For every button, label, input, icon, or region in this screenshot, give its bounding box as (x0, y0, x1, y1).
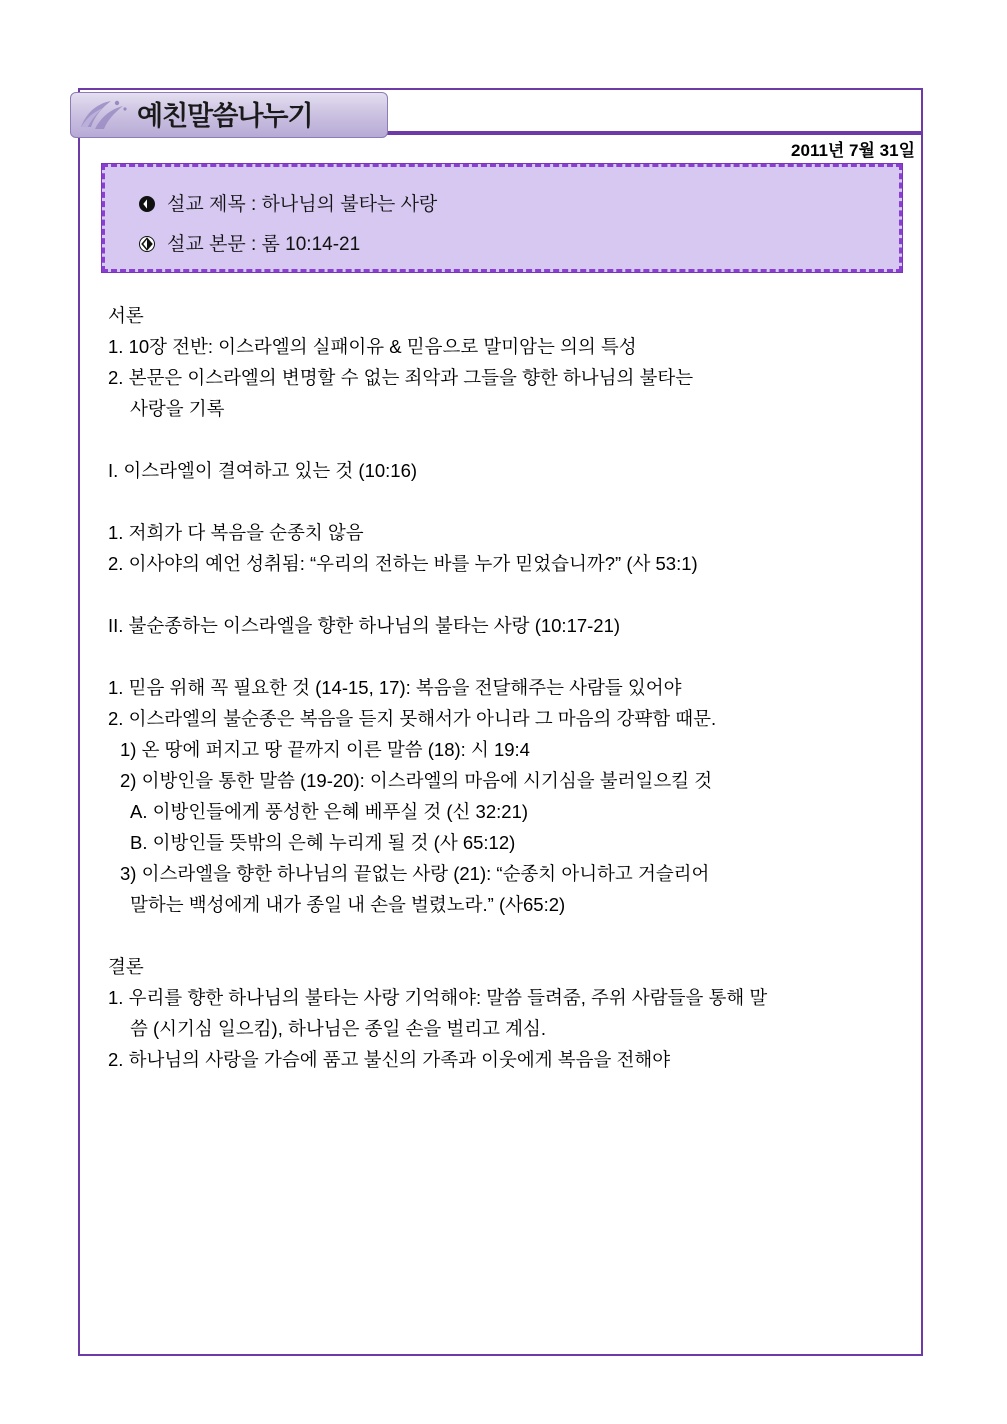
banner-title: 예친말씀나누기 (137, 101, 313, 131)
outline-line: 2) 이방인을 통한 말씀 (19-20): 이스라엘의 마음에 시기심을 불러일으킬 것 (120, 770, 713, 791)
outline-line: 말하는 백성에게 내가 종일 내 손을 벌렸노라.” (사65:2) (130, 894, 566, 915)
document-date: 2011년 7월 31일 (791, 141, 915, 160)
header-rule (386, 131, 923, 135)
outline-line: 씀 (시기심 일으킴), 하나님은 종일 손을 벌리고 계심. (130, 1018, 547, 1039)
spacer (108, 579, 908, 610)
sermon-passage-text: 설교 본문 : 롬 10:14-21 (167, 234, 361, 255)
sermon-title-text: 설교 제목 : 하나님의 불타는 사랑 (167, 194, 438, 215)
spacer (108, 920, 908, 951)
outline-line: 1) 온 땅에 퍼지고 땅 끝까지 이른 말씀 (18): 시 19:4 (120, 739, 530, 760)
spacer (108, 424, 908, 455)
sermon-title-box (102, 164, 902, 272)
outline-line: 사랑을 기록 (130, 398, 225, 419)
sermon-outline (108, 300, 908, 1075)
outline-line: 1. 저희가 다 복음을 순종치 않음 (108, 522, 364, 543)
outline-line: B. 이방인들 뜻밖의 은혜 누리게 될 것 (사 65:12) (130, 832, 516, 853)
sermon-title-row (139, 189, 437, 216)
outline-line: 2. 하나님의 사랑을 가슴에 품고 불신의 가족과 이웃에게 복음을 전해야 (108, 1049, 671, 1070)
outline-line: 3) 이스라엘을 향한 하나님의 끝없는 사랑 (21): “순종치 아니하고 거슬리어 (120, 863, 710, 884)
banner-plate (70, 92, 388, 138)
spacer (108, 486, 908, 517)
outline-line: 1. 우리를 향한 하나님의 불타는 사랑 기억해야: 말씀 들려줌, 주위 사람들을 통해 말 (108, 987, 768, 1008)
outline-section-heading: II. 불순종하는 이스라엘을 향한 하나님의 불타는 사랑 (10:17-21) (108, 615, 621, 636)
outline-line: 서론 (108, 305, 144, 326)
outline-line: 1. 10장 전반: 이스라엘의 실패이유 & 믿음으로 말미암는 의의 특성 (108, 336, 637, 357)
spacer (108, 641, 908, 672)
outline-line: A. 이방인들에게 풍성한 은혜 베푸실 것 (신 32:21) (130, 801, 529, 822)
outline-section-heading: I. 이스라엘이 결여하고 있는 것 (10:16) (108, 460, 418, 481)
diamond-bullet-icon (139, 236, 155, 252)
outline-line: 1. 믿음 위해 꼭 필요한 것 (14-15, 17): 복음을 전달해주는 사람들 있어야 (108, 677, 682, 698)
leaf-decoration-icon (77, 97, 133, 135)
outline-section-heading: 결론 (108, 956, 144, 977)
outline-line: 2. 이사야의 예언 성취됨: “우리의 전하는 바를 누가 믿었습니까?” (사 53:1) (108, 553, 698, 574)
outline-line: 2. 본문은 이스라엘의 변명할 수 없는 죄악과 그들을 향한 하나님의 불타는 (108, 367, 694, 388)
sermon-passage-row (139, 229, 360, 256)
diamond-bullet-icon (139, 196, 155, 212)
outline-line: 2. 이스라엘의 불순종은 복음을 듣지 못해서가 아니라 그 마음의 강퍅함 때문. (108, 708, 717, 729)
